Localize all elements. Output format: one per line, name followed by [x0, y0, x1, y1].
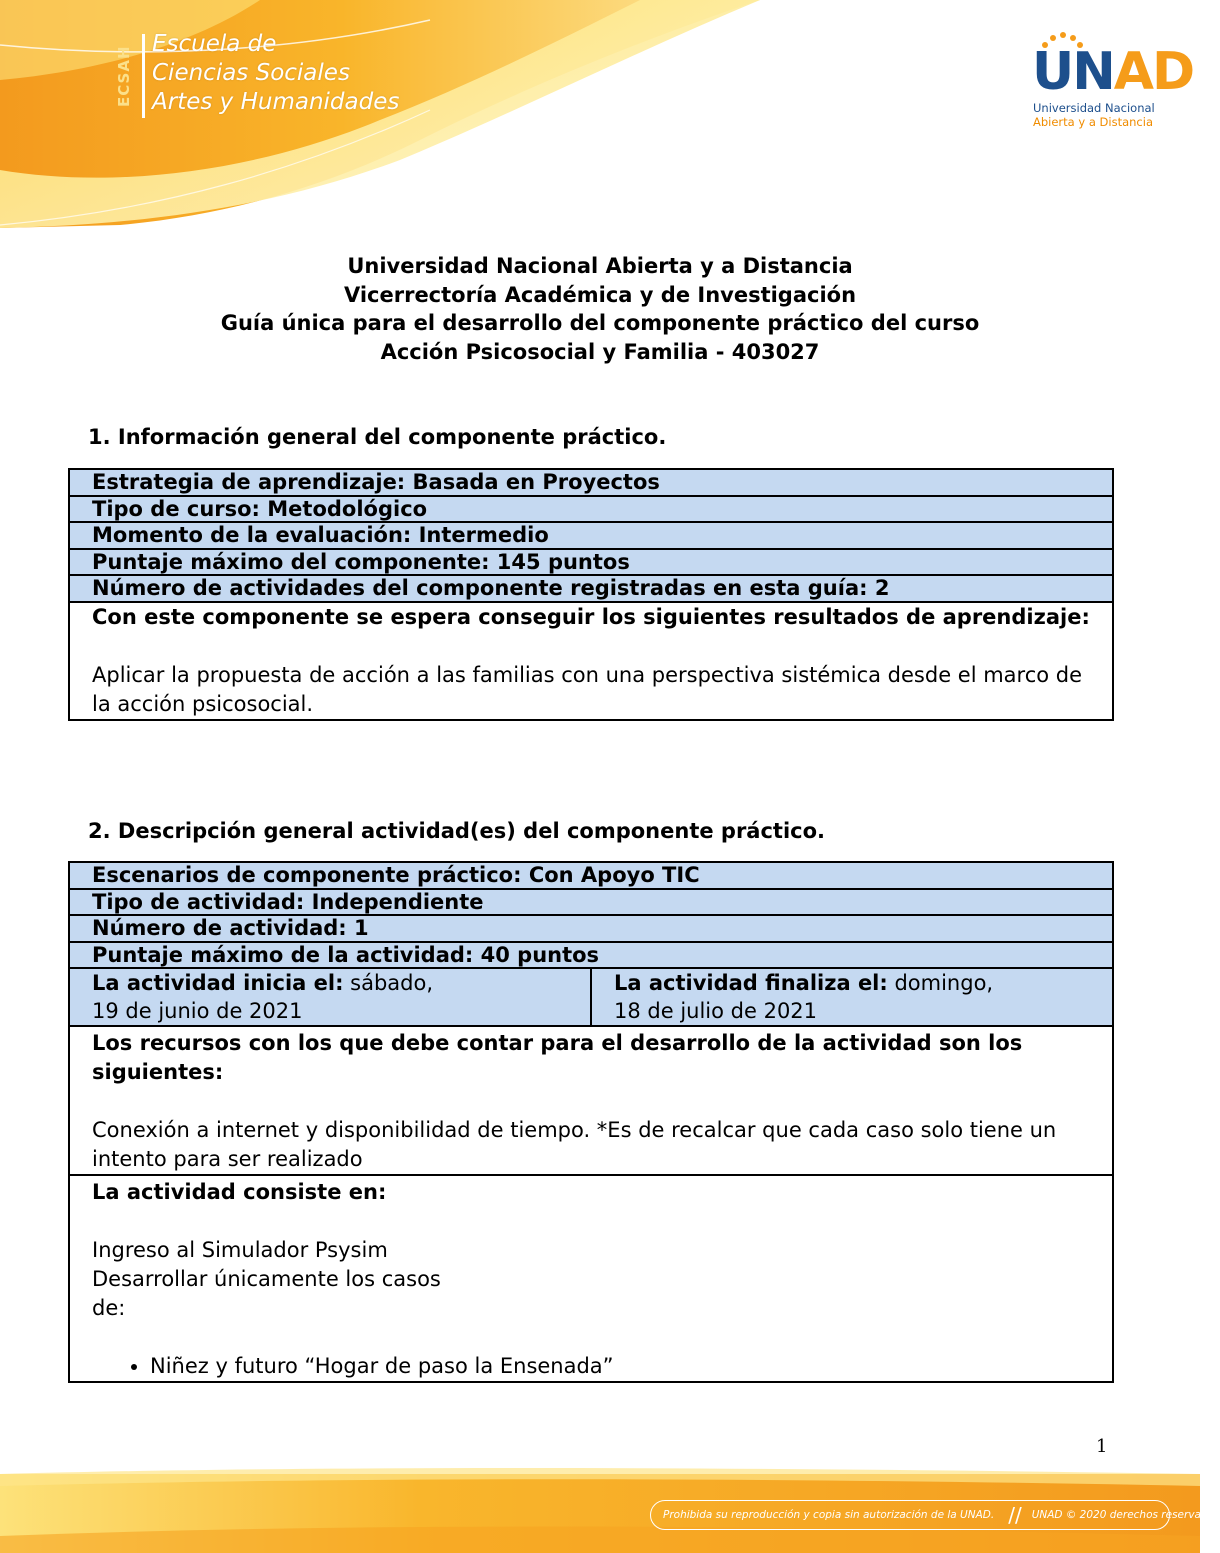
learning-outcomes-cell: [69, 602, 1113, 720]
end-date-label: La actividad finaliza el:: [614, 971, 888, 995]
activity-description-cell: [69, 1175, 1113, 1382]
copyright-notice-left: Prohibida su reproducción y copia sin autorización de la UNAD.: [663, 1509, 995, 1521]
title-line: Guía única para el desarrollo del componente práctico del curso: [220, 311, 980, 335]
start-date-cell: [69, 968, 591, 1026]
section-1-table: [68, 468, 1114, 721]
logo-word-suffix: AD: [1113, 42, 1194, 102]
activity-row: Número de actividad: 1: [69, 915, 1113, 942]
school-name-line: Artes y Humanidades: [152, 89, 400, 115]
title-line: Universidad Nacional Abierta y a Distancia: [347, 254, 853, 278]
info-row: Estrategia de aprendizaje: Basada en Proyectos: [69, 469, 1113, 496]
learning-outcomes-label: Con este componente se espera conseguir los siguientes resultados de aprendizaje:: [92, 604, 1090, 629]
activity-row: Escenarios de componente práctico: Con Apoyo TIC: [69, 862, 1113, 889]
page-number: 1: [1096, 1436, 1108, 1457]
cases-list: [92, 1352, 1090, 1381]
notice-separator: //: [1008, 1503, 1022, 1527]
info-row: Tipo de curso: Metodológico: [69, 496, 1113, 523]
resources-text: Conexión a internet y disponibilidad de tiempo. *Es de recalcar que cada caso solo tiene un intento para ser realizado: [92, 1118, 1057, 1171]
copyright-notice: [650, 1500, 1220, 1530]
school-name-line: Escuela de: [152, 31, 277, 57]
document-title: [0, 252, 1200, 366]
activity-row: Puntaje máximo de la actividad: 40 puntos: [69, 942, 1113, 969]
unad-logo: [1030, 30, 1194, 130]
activity-description-line: Desarrollar únicamente los casos: [92, 1267, 441, 1291]
start-date-label: La actividad inicia el:: [92, 971, 344, 995]
section-2-heading: 2. Descripción general actividad(es) del componente práctico.: [88, 819, 826, 843]
logo-word-prefix: UN: [1032, 42, 1114, 102]
resources-cell: [69, 1026, 1113, 1175]
section-1-heading: 1. Información general del componente práctico.: [88, 425, 667, 449]
end-date-weekday: domingo,: [887, 971, 994, 995]
activity-description-line: de:: [92, 1296, 126, 1320]
resources-label: Los recursos con los que debe contar para el desarrollo de la actividad son los siguientes:: [92, 1031, 1023, 1084]
school-abbreviation: ECSAH: [115, 45, 133, 107]
end-date-value: 18 de julio de 2021: [614, 999, 818, 1023]
start-date-weekday: sábado,: [343, 971, 434, 995]
logo-subtitle-2: Abierta y a Distancia: [1033, 115, 1153, 129]
title-line: Acción Psicosocial y Familia - 403027: [380, 339, 820, 364]
copyright-notice-right: UNAD © 2020 derechos reservados: [1031, 1509, 1220, 1521]
case-item: • Niñez y futuro “Hogar de paso la Ensenada”: [150, 1352, 1090, 1381]
activity-row: Tipo de actividad: Independiente: [69, 889, 1113, 916]
learning-outcomes-text: Aplicar la propuesta de acción a las familias con una perspectiva sistémica desde el marco de la acción psicosocial.: [92, 662, 1083, 716]
school-divider: [142, 34, 145, 118]
school-name: [152, 30, 399, 117]
logo-wordmark: [1032, 44, 1193, 100]
info-row: Puntaje máximo del componente: 145 puntos: [69, 549, 1113, 576]
activity-description-line: Ingreso al Simulador Psysim: [92, 1238, 388, 1262]
school-name-line: Ciencias Sociales: [152, 60, 350, 86]
start-date-value: 19 de junio de 2021: [92, 999, 303, 1023]
end-date-cell: [591, 968, 1113, 1026]
info-row: Número de actividades del componente registradas en esta guía: 2: [69, 575, 1113, 602]
activity-description-label: La actividad consiste en:: [92, 1180, 387, 1204]
info-row: Momento de la evaluación: Intermedio: [69, 522, 1113, 549]
section-2-table: [68, 861, 1114, 1383]
logo-subtitle-1: Universidad Nacional: [1033, 101, 1155, 115]
title-line: Vicerrectoría Académica y de Investigación: [343, 282, 857, 307]
